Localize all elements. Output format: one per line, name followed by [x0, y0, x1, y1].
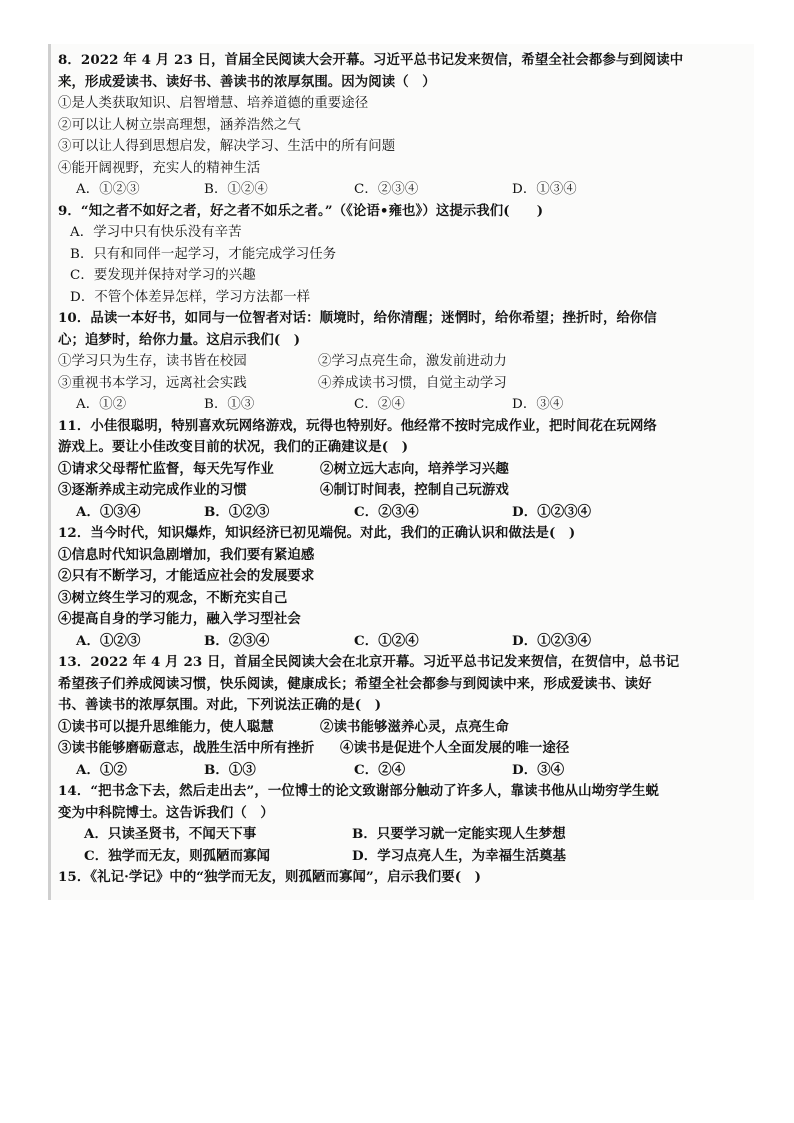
statement-item: ①学习只为生存，读书皆在校园 — [58, 354, 247, 369]
option-b: B．①②④ — [204, 182, 268, 197]
option-b: B．①③ — [204, 397, 255, 412]
statement-item: ②学习点亮生命，激发前进动力 — [318, 354, 507, 369]
statement-item: ③树立终生学习的观念，不断充实自己 — [58, 589, 288, 606]
choice-row — [58, 824, 748, 846]
answer-options — [58, 179, 748, 201]
statement-item: ①是人类获取知识、启智增慧、培养道德的重要途径 — [58, 96, 369, 111]
option-a: A．①②③ — [76, 182, 140, 197]
option-a: A．①② — [76, 761, 127, 778]
statement-item: ③读书能够磨砺意志，战胜生活中所有挫折 — [58, 740, 315, 756]
answer-options — [58, 502, 748, 524]
option-a: A．①②③ — [76, 632, 141, 649]
statement-item: ③逐渐养成主动完成作业的习惯 — [58, 482, 247, 498]
answer-options — [58, 631, 748, 653]
statement-row — [58, 480, 748, 502]
choice-row — [58, 846, 748, 868]
statement-row — [58, 738, 748, 760]
answer-options — [58, 760, 748, 782]
question-stem: 8．2022 年 4 月 23 日，首届全民阅读大会开幕。习近平总书记发来贺信，希望全社会都参与到阅读中 — [58, 52, 684, 68]
question-stem: 9．“知之者不如好之者，好之者不如乐之者。”（《论语•雍也》）这提示我们( ) — [58, 202, 544, 219]
statement-row — [58, 373, 748, 395]
option-a: A．①③④ — [76, 503, 141, 520]
option-d: D．③④ — [512, 397, 564, 412]
statement-item: ②可以让人树立崇高理想，涵养浩然之气 — [58, 117, 301, 133]
question-stem: 15．《礼记·学记》中的“独学而无友，则孤陋而寡闻”，启示我们要( ) — [58, 869, 482, 885]
question-14 — [58, 781, 748, 867]
statement-item: ①信息时代知识急剧增加，我们要有紧迫感 — [58, 546, 315, 563]
question-stem: 变为中科院博士。这告诉我们（ ） — [58, 804, 274, 821]
question-stem: 来，形成爱读书、读好书、善读书的浓厚氛围。因为阅读（ ） — [58, 73, 436, 90]
scan-shadow-edge — [48, 44, 51, 900]
statement-item: ③重视书本学习，远离社会实践 — [58, 375, 247, 391]
statement-item: ④制订时间表，控制自己玩游戏 — [320, 482, 509, 498]
option-c: C．②③④ — [354, 503, 419, 520]
statement-row — [58, 717, 748, 739]
statement-row — [58, 459, 748, 481]
choice-b: B．只有和同伴一起学习，才能完成学习任务 — [70, 246, 337, 262]
statement-item: ①请求父母帮忙监督，每天先写作业 — [58, 460, 274, 477]
answer-options — [58, 394, 748, 416]
statement-item: ④提高自身的学习能力，融入学习型社会 — [58, 611, 301, 627]
question-stem: 游戏上。要让小佳改变目前的状况，我们的正确建议是( ) — [58, 439, 409, 455]
option-b: B．①③ — [204, 761, 256, 778]
choice-b: B．只要学习就一定能实现人生梦想 — [352, 826, 566, 842]
statement-item: ②读书能够滋养心灵，点亮生命 — [320, 718, 509, 735]
question-10 — [58, 308, 748, 416]
choice-a: A．学习中只有快乐没有辛苦 — [70, 225, 242, 240]
statement-item: ②树立远大志向，培养学习兴趣 — [320, 460, 509, 477]
question-stem: 12．当今时代，知识爆炸，知识经济已初见端倪。对此，我们的正确认识和做法是( ) — [58, 525, 576, 541]
option-d: D．①③④ — [512, 182, 577, 197]
question-stem: 书、善读书的浓厚氛围。对此，下列说法正确的是( ) — [58, 697, 382, 713]
choice-a: A．只读圣贤书，不闻天下事 — [84, 826, 257, 842]
question-stem: 11．小佳很聪明，特别喜欢玩网络游戏，玩得也特别好。他经常不按时完成作业，把时间花在玩网络 — [58, 417, 657, 434]
statement-item: ④能开阔视野，充实人的精神生活 — [58, 160, 261, 176]
question-stem: 10．品读一本好书，如同与一位智者对话：顺境时，给你清醒；迷惘时，给你希望；挫折时，给你信 — [58, 310, 657, 326]
question-stem: 希望孩子们养成阅读习惯，快乐阅读，健康成长；希望全社会都参与到阅读中来，形成爱读书、读好 — [58, 675, 652, 692]
statement-item: ④养成读书习惯，自觉主动学习 — [318, 375, 507, 391]
option-b: B．②③④ — [204, 632, 270, 649]
question-stem: 13．2022 年 4 月 23 日，首届全民阅读大会在北京开幕。习近平总书记发来贺信，在贺信中，总书记 — [58, 654, 680, 670]
question-stem: 14．“把书念下去，然后走出去”，一位博士的论文致谢部分触动了许多人，靠读书他从山坳穷学生蜕 — [58, 783, 660, 799]
question-12 — [58, 523, 748, 652]
question-15 — [58, 867, 748, 889]
option-a: A．①② — [76, 397, 127, 412]
statement-row — [58, 351, 748, 373]
statement-item: ②只有不断学习，才能适应社会的发展要求 — [58, 568, 315, 584]
statement-item: ①读书可以提升思维能力，使人聪慧 — [58, 718, 274, 735]
choice-c: C．独学而无友，则孤陋而寡闻 — [84, 847, 271, 864]
option-d: D．①②③④ — [512, 632, 592, 649]
question-8 — [58, 50, 748, 201]
question-list — [58, 50, 748, 889]
option-c: C．②③④ — [354, 182, 419, 197]
option-b: B．①②③ — [204, 503, 270, 520]
option-d: D．①②③④ — [512, 503, 592, 520]
question-stem: 心；追梦时，给你力量。这启示我们( ) — [58, 331, 301, 348]
option-c: C．①②④ — [354, 632, 419, 649]
choice-d: D．不管个体差异怎样，学习方法都一样 — [70, 289, 311, 305]
option-c: C．②④ — [354, 761, 406, 778]
choice-d: D．学习点亮人生，为幸福生活奠基 — [352, 847, 567, 864]
question-11 — [58, 416, 748, 524]
option-d: D．③④ — [512, 761, 565, 778]
option-c: C．②④ — [354, 397, 405, 412]
statement-item: ④读书是促进个人全面发展的唯一途径 — [340, 740, 570, 756]
question-9 — [58, 201, 748, 309]
statement-item: ③可以让人得到思想启发，解决学习、生活中的所有问题 — [58, 139, 396, 154]
choice-c: C．要发现并保持对学习的兴趣 — [70, 268, 256, 283]
question-13 — [58, 652, 748, 781]
